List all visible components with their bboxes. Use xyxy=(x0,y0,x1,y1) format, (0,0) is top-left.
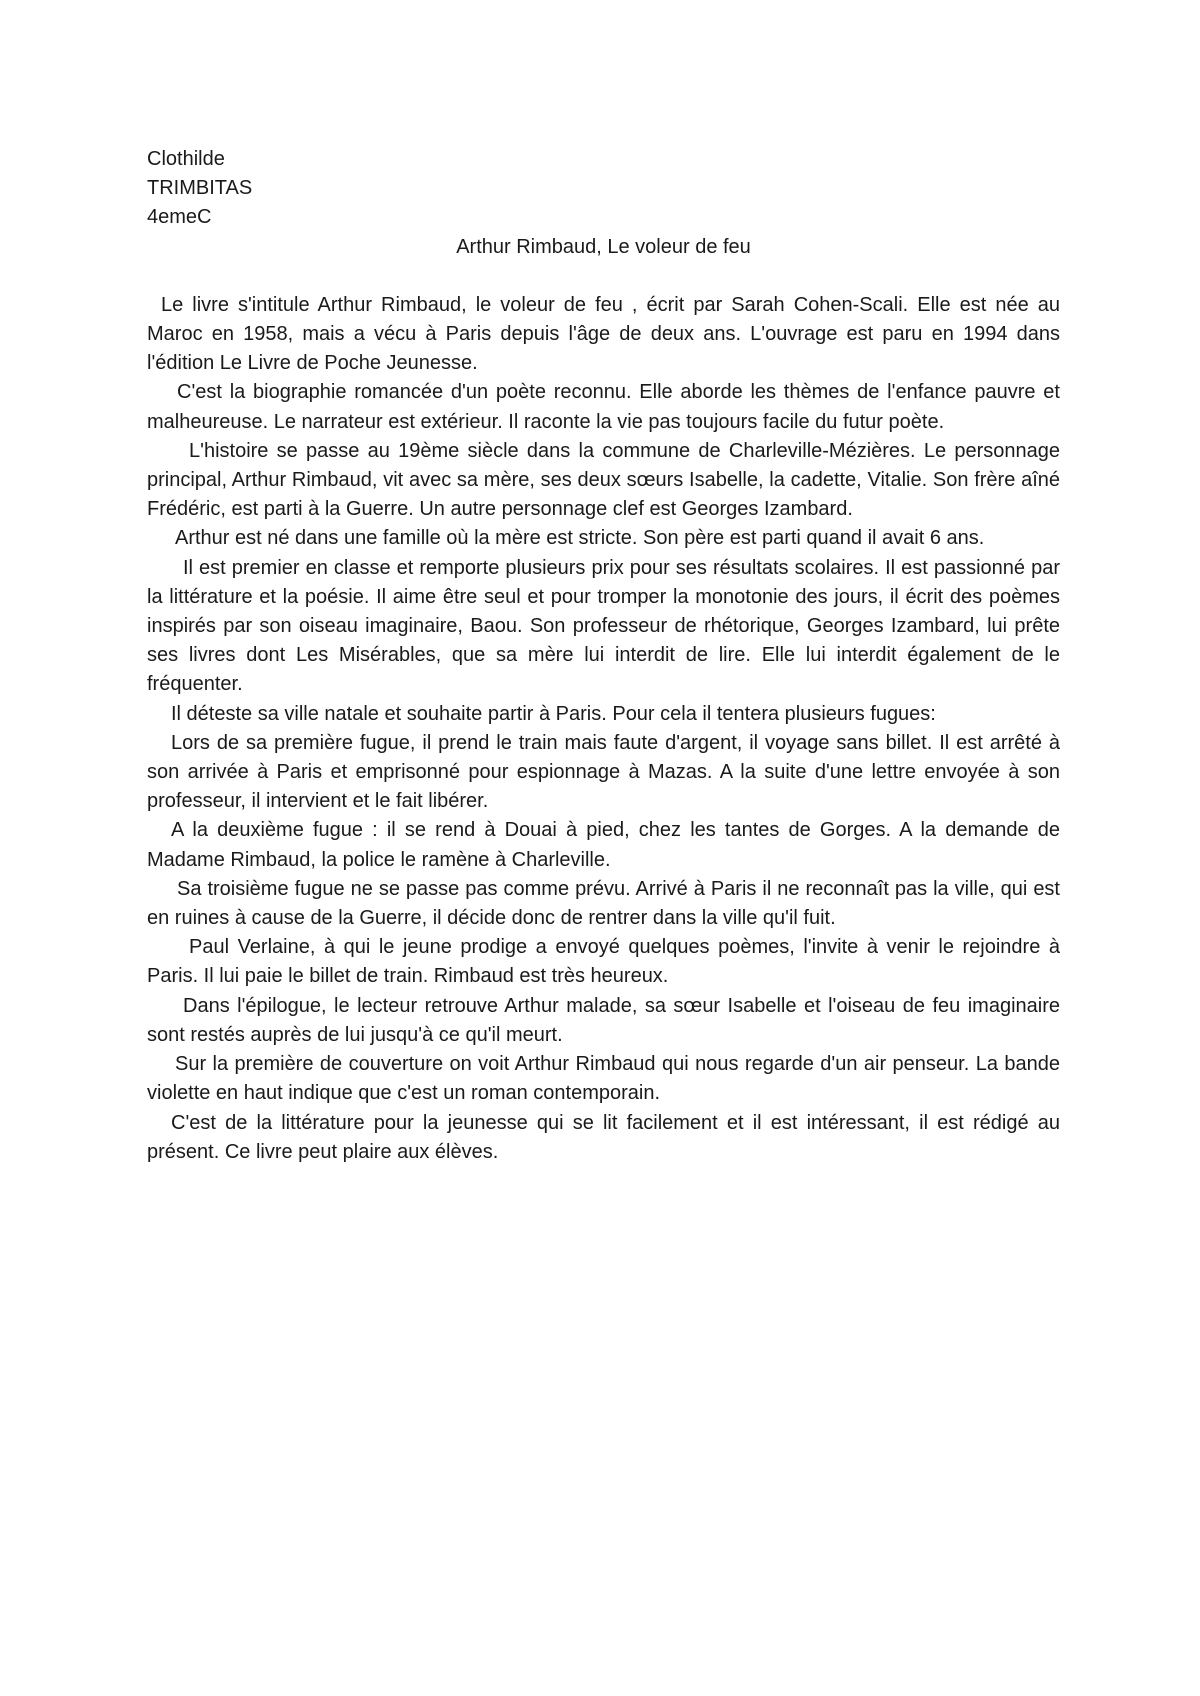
paragraph-family: Arthur est né dans une famille où la mère est stricte. Son père est parti quand il avait 6 ans. xyxy=(175,527,985,550)
document-title: Arthur Rimbaud, Le voleur de feu xyxy=(456,235,751,258)
paragraph-epilogue: Dans l'épilogue, le lecteur retrouve Arthur malade, sa sœur Isabelle et l'oiseau de feu imaginaire sont restés auprès de lui jusqu'à ce qu'il meurt. xyxy=(147,994,1060,1046)
paragraph-setting: L'histoire se passe au 19ème siècle dans la commune de Charleville-Mézières. Le personnage principal, Arthur Rimbaud, vit avec sa mère, ses deux sœurs Isabelle, la cadette, Vitalie. Son frère aîné Frédéric, est parti à la Guerre. Un autre personnage clef est Georges Izambard. xyxy=(147,439,1060,521)
paragraph-school: Il est premier en classe et remporte plusieurs prix pour ses résultats scolaires. Il est passionné par la littérature et la poésie. Il aime être seul et pour tromper la monotonie des jours, il écrit des poèmes inspirés par son oiseau imaginaire, Baou. Son professeur de rhétorique, Georges Izambard, lui prête ses livres dont Les Misérables, que sa mère lui interdit de lire. Elle lui interdit également de le fréquenter. xyxy=(147,556,1060,696)
paragraph-runaway-intro: Il déteste sa ville natale et souhaite partir à Paris. Pour cela il tentera plusieurs fugues: xyxy=(171,702,936,725)
paragraph-third-runaway: Sa troisième fugue ne se passe pas comme prévu. Arrivé à Paris il ne reconnaît pas la ville, qui est en ruines à cause de la Guerre, il décide donc de rentrer dans la ville qu'il fuit. xyxy=(147,877,1060,930)
paragraph-genre: C'est la biographie romancée d'un poète reconnu. Elle aborde les thèmes de l'enfance pauvre et malheureuse. Le narrateur est extérieur. Il raconte la vie pas toujours facile du futur poète. xyxy=(147,381,1060,433)
student-class: 4emeC xyxy=(147,206,212,229)
paragraph-cover: Sur la première de couverture on voit Arthur Rimbaud qui nous regarde d'un air penseur. La bande violette en haut indique que c'est un roman contemporain. xyxy=(147,1053,1060,1105)
paragraph-intro: Le livre s'intitule Arthur Rimbaud, le voleur de feu , écrit par Sarah Cohen-Scali. Elle est née au Maroc en 1958, mais a vécu à Paris depuis l'âge de deux ans. L'ouvrage est paru en 1994 dans l'édition Le Livre de Poche Jeunesse. xyxy=(147,293,1060,375)
student-first-name: Clothilde xyxy=(147,148,225,170)
paragraph-verlaine: Paul Verlaine, à qui le jeune prodige a envoyé quelques poèmes, l'invite à venir le rejoindre à Paris. Il lui paie le billet de train. Rimbaud est très heureux. xyxy=(147,936,1060,988)
paragraph-second-runaway: A la deuxième fugue : il se rend à Douai à pied, chez les tantes de Gorges. A la demande de Madame Rimbaud, la police le ramène à Charleville. xyxy=(147,819,1060,871)
document-page xyxy=(147,145,1060,1167)
paragraph-first-runaway: Lors de sa première fugue, il prend le train mais faute d'argent, il voyage sans billet. Il est arrêté à son arrivée à Paris et emprisonné pour espionnage à Mazas. A la suite d'une lettre envoyée à son professeur, il intervient et le fait libérer. xyxy=(147,731,1060,813)
student-last-name: TRIMBITAS xyxy=(147,177,253,200)
paragraph-conclusion: C'est de la littérature pour la jeunesse qui se lit facilement et il est intéressant, il est rédigé au présent. Ce livre peut plaire aux élèves. xyxy=(147,1111,1060,1163)
